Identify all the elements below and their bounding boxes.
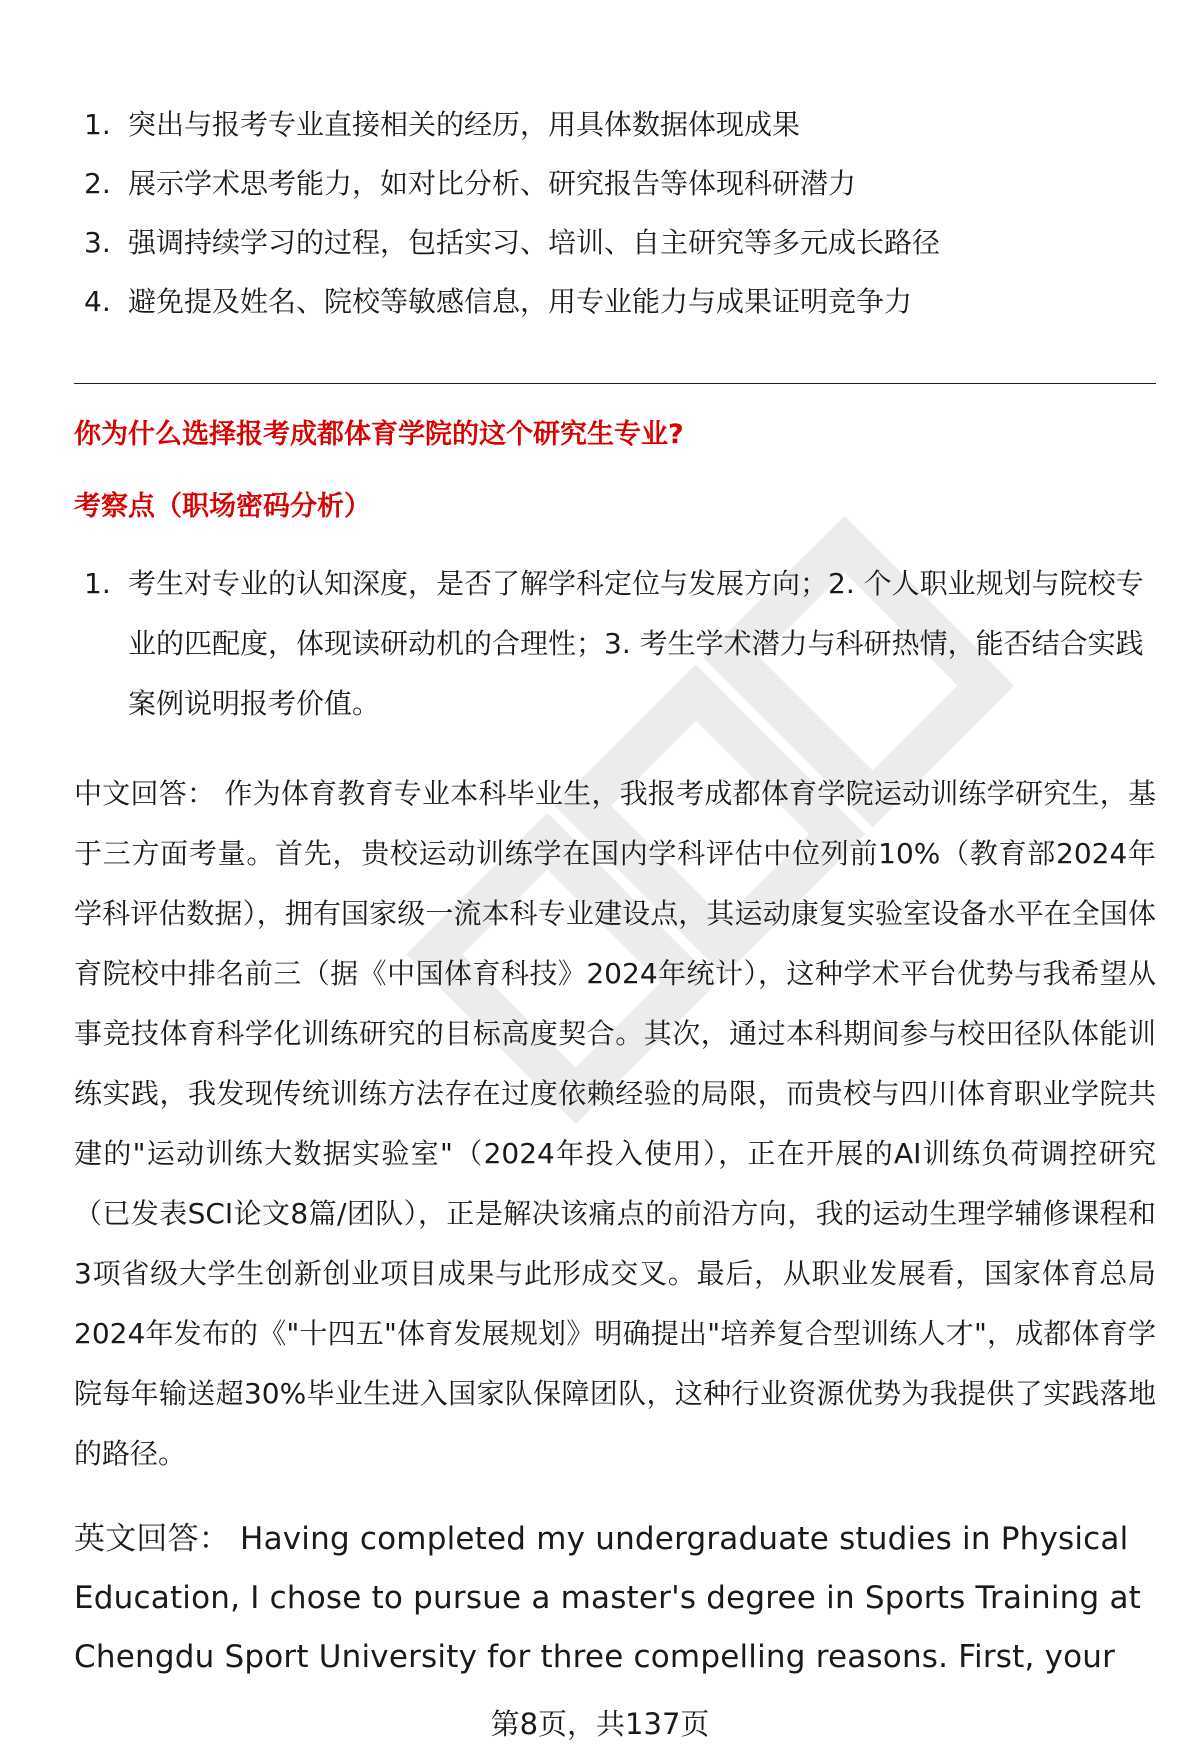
point-number: 1. bbox=[84, 567, 111, 600]
list-item: 1. 突出与报考专业直接相关的经历，用具体数据体现成果 bbox=[84, 108, 801, 141]
question-heading: 你为什么选择报考成都体育学院的这个研究生专业? bbox=[74, 419, 684, 450]
assessment-subheading: 考察点（职场密码分析） bbox=[74, 491, 371, 522]
list-item: 3. 强调持续学习的过程，包括实习、培训、自主研究等多元成长路径 bbox=[84, 226, 941, 259]
assessment-points bbox=[84, 554, 1156, 734]
section-divider bbox=[74, 383, 1156, 384]
english-answer: 英文回答： Having completed my undergraduate studies in Physical Education, I chose to pursue a master's degree in Sports Training at Chengdu Sport University for three compelling reasons. First, your bbox=[74, 1521, 1141, 1675]
chinese-answer: 中文回答： 作为体育教育专业本科毕业生，我报考成都体育学院运动训练学研究生，基于三方面考量。首先，贵校运动训练学在国内学科评估中位列前10%（教育部2024年学科评估数据），拥有国家级一流本科专业建设点，其运动康复实验室设备水平在全国体育院校中排名前三（据《中国体育科技》2024年统计），这种学术平台优势与我希望从事竞技体育科学化训练研究的目标高度契合。其次，通过本科期间参与校田径队体能训练实践，我发现传统训练方法存在过度依赖经验的局限，而贵校与四川体育职业学院共建的"运动训练大数据实验室"（2024年投入使用），正在开展的AI训练负荷调控研究（已发表SCI论文8篇/团队），正是解决该痛点的前沿方向，我的运动生理学辅修课程和3项省级大学生创新创业项目成果与此形成交叉。最后，从职业发展看，国家体育总局2024年发布的《"十四五"体育发展规划》明确提出"培养复合型训练人才"，成都体育学院每年输送超30%毕业生进入国家队保障团队，这种行业资源优势为我提供了实践落地的路径。 bbox=[74, 777, 1156, 1470]
page-number: 第8页，共137页 bbox=[490, 1707, 710, 1741]
list-item: 2. 展示学术思考能力，如对比分析、研究报告等体现科研潜力 bbox=[84, 167, 857, 200]
point-text: 考生对专业的认知深度，是否了解学科定位与发展方向；2. 个人职业规划与院校专业的匹配度，体现读研动机的合理性；3. 考生学术潜力与科研热情，能否结合实践案例说明报考价值。 bbox=[128, 567, 1144, 720]
list-item: 4. 避免提及姓名、院校等敏感信息，用专业能力与成果证明竞争力 bbox=[84, 285, 913, 318]
tips-list bbox=[84, 95, 1154, 331]
